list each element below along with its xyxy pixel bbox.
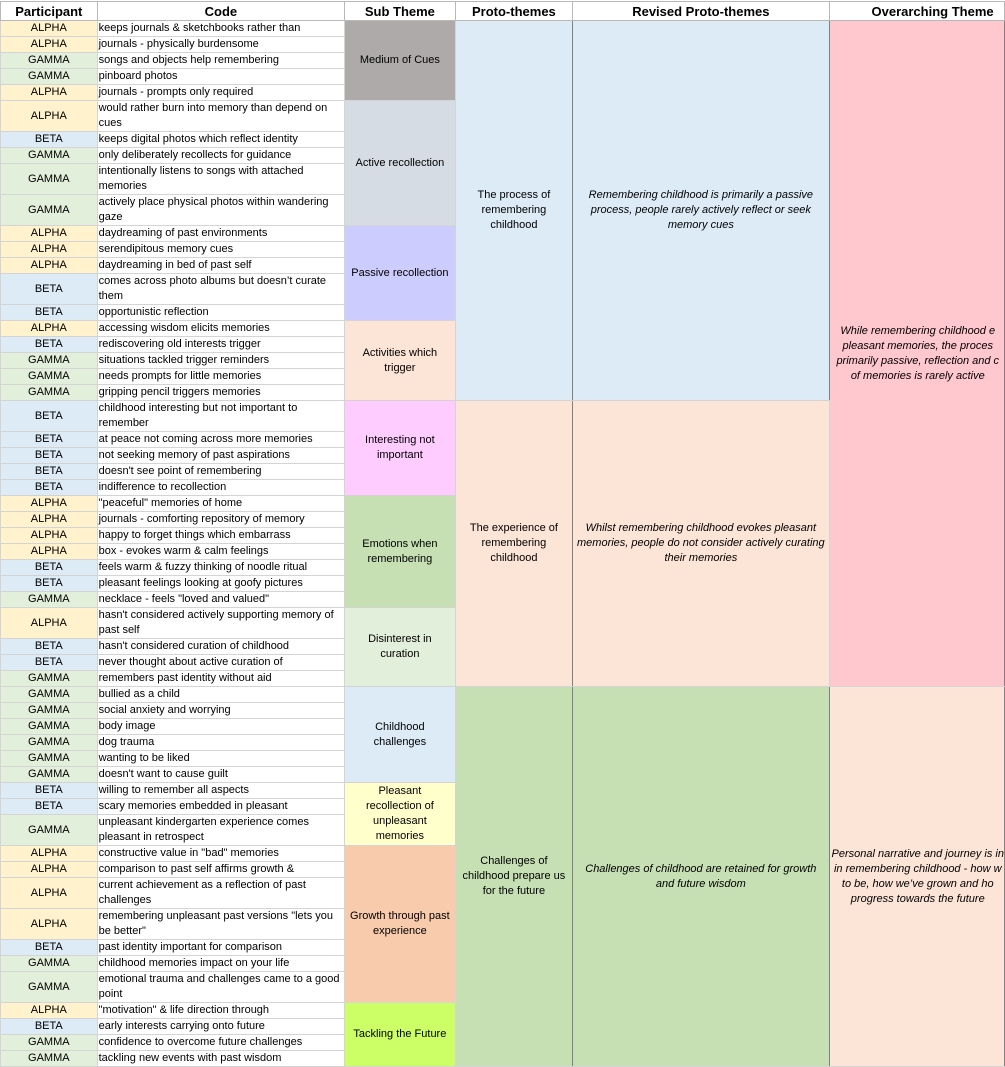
code-cell[interactable]: happy to forget things which embarrass bbox=[97, 528, 345, 544]
proto-theme-cell[interactable]: The process of remembering childhood bbox=[455, 21, 573, 401]
participant-cell[interactable]: BETA bbox=[1, 401, 98, 432]
participant-cell[interactable]: ALPHA bbox=[1, 258, 98, 274]
code-cell[interactable]: serendipitous memory cues bbox=[97, 242, 345, 258]
code-cell[interactable]: bullied as a child bbox=[97, 687, 345, 703]
code-cell[interactable]: remembers past identity without aid bbox=[97, 671, 345, 687]
participant-cell[interactable]: BETA bbox=[1, 799, 98, 815]
sub-theme-cell[interactable]: Childhood challenges bbox=[345, 687, 455, 783]
participant-cell[interactable]: ALPHA bbox=[1, 37, 98, 53]
code-cell[interactable]: childhood memories impact on your life bbox=[97, 956, 345, 972]
participant-cell[interactable]: GAMMA bbox=[1, 353, 98, 369]
code-cell[interactable]: pinboard photos bbox=[97, 69, 345, 85]
participant-cell[interactable]: BETA bbox=[1, 432, 98, 448]
participant-cell[interactable]: BETA bbox=[1, 448, 98, 464]
participant-cell[interactable]: GAMMA bbox=[1, 148, 98, 164]
participant-cell[interactable]: GAMMA bbox=[1, 53, 98, 69]
participant-cell[interactable]: ALPHA bbox=[1, 544, 98, 560]
participant-cell[interactable]: ALPHA bbox=[1, 528, 98, 544]
code-cell[interactable]: "peaceful" memories of home bbox=[97, 496, 345, 512]
code-cell[interactable]: scary memories embedded in pleasant bbox=[97, 799, 345, 815]
participant-cell[interactable]: GAMMA bbox=[1, 1035, 98, 1051]
code-cell[interactable]: songs and objects help remembering bbox=[97, 53, 345, 69]
participant-cell[interactable]: GAMMA bbox=[1, 671, 98, 687]
code-cell[interactable]: never thought about active curation of bbox=[97, 655, 345, 671]
revised-proto-theme-cell[interactable]: Remembering childhood is primarily a passive process, people rarely actively reflect or seek memory cues bbox=[573, 21, 829, 401]
revised-proto-theme-cell[interactable]: Whilst remembering childhood evokes pleasant memories, people do not consider actively curating their memories bbox=[573, 401, 829, 687]
header-participant[interactable]: Participant bbox=[1, 2, 98, 21]
overarching-theme-line: pleasant memories, the proces bbox=[842, 339, 993, 352]
participant-cell[interactable]: ALPHA bbox=[1, 85, 98, 101]
sub-theme-cell[interactable]: Tackling the Future bbox=[345, 1003, 455, 1067]
code-cell[interactable]: daydreaming in bed of past self bbox=[97, 258, 345, 274]
overarching-theme-line: in remembering childhood - how w bbox=[833, 862, 1002, 875]
code-cell[interactable]: journals - comforting repository of memory bbox=[97, 512, 345, 528]
code-cell[interactable]: actively place physical photos within wandering gaze bbox=[97, 195, 345, 226]
participant-cell[interactable]: ALPHA bbox=[1, 862, 98, 878]
code-cell[interactable]: remembering unpleasant past versions "lets you be better" bbox=[97, 909, 345, 940]
participant-cell[interactable]: ALPHA bbox=[1, 21, 98, 37]
header-proto-themes[interactable]: Proto-themes bbox=[455, 2, 573, 21]
header-revised-proto-themes[interactable]: Revised Proto-themes bbox=[573, 2, 829, 21]
code-cell[interactable]: at peace not coming across more memories bbox=[97, 432, 345, 448]
code-cell[interactable]: needs prompts for little memories bbox=[97, 369, 345, 385]
participant-cell[interactable]: BETA bbox=[1, 1019, 98, 1035]
participant-cell[interactable]: GAMMA bbox=[1, 195, 98, 226]
participant-cell[interactable]: BETA bbox=[1, 560, 98, 576]
participant-cell[interactable]: ALPHA bbox=[1, 242, 98, 258]
sub-theme-cell[interactable]: Pleasant recollection of unpleasant memories bbox=[345, 783, 455, 846]
code-cell[interactable]: intentionally listens to songs with attached memories bbox=[97, 164, 345, 195]
code-cell[interactable]: unpleasant kindergarten experience comes pleasant in retrospect bbox=[97, 815, 345, 846]
participant-cell[interactable]: GAMMA bbox=[1, 751, 98, 767]
participant-cell[interactable]: GAMMA bbox=[1, 735, 98, 751]
code-cell[interactable]: not seeking memory of past aspirations bbox=[97, 448, 345, 464]
code-cell[interactable]: wanting to be liked bbox=[97, 751, 345, 767]
code-cell[interactable]: necklace - feels "loved and valued" bbox=[97, 592, 345, 608]
code-cell[interactable]: keeps journals & sketchbooks rather than bbox=[97, 21, 345, 37]
code-cell[interactable]: would rather burn into memory than depend on cues bbox=[97, 101, 345, 132]
code-cell[interactable]: situations tackled trigger reminders bbox=[97, 353, 345, 369]
code-cell[interactable]: gripping pencil triggers memories bbox=[97, 385, 345, 401]
participant-cell[interactable]: ALPHA bbox=[1, 909, 98, 940]
code-cell[interactable]: journals - physically burdensome bbox=[97, 37, 345, 53]
participant-cell[interactable]: ALPHA bbox=[1, 512, 98, 528]
participant-cell[interactable]: ALPHA bbox=[1, 321, 98, 337]
participant-cell[interactable]: GAMMA bbox=[1, 592, 98, 608]
participant-cell[interactable]: GAMMA bbox=[1, 369, 98, 385]
sub-theme-cell[interactable]: Interesting not important bbox=[345, 401, 455, 496]
code-cell[interactable]: indifference to recollection bbox=[97, 480, 345, 496]
overarching-theme-line: of memories is rarely active bbox=[850, 369, 985, 382]
code-cell[interactable]: body image bbox=[97, 719, 345, 735]
code-cell[interactable]: keeps digital photos which reflect identity bbox=[97, 132, 345, 148]
sub-theme-cell[interactable]: Disinterest in curation bbox=[345, 608, 455, 687]
participant-cell[interactable]: BETA bbox=[1, 464, 98, 480]
overarching-theme-line: primarily passive, reflection and c bbox=[836, 354, 1000, 367]
participant-cell[interactable]: GAMMA bbox=[1, 972, 98, 1003]
code-cell[interactable]: tackling new events with past wisdom bbox=[97, 1051, 345, 1067]
participant-cell[interactable]: BETA bbox=[1, 576, 98, 592]
sub-theme-cell[interactable]: Activities which trigger bbox=[345, 321, 455, 401]
participant-cell[interactable]: ALPHA bbox=[1, 101, 98, 132]
code-cell[interactable]: confidence to overcome future challenges bbox=[97, 1035, 345, 1051]
code-cell[interactable]: opportunistic reflection bbox=[97, 305, 345, 321]
code-cell[interactable]: hasn't considered actively supporting memory of past self bbox=[97, 608, 345, 639]
thematic-analysis-table bbox=[0, 1, 1005, 1067]
revised-proto-theme-cell[interactable]: Challenges of childhood are retained for growth and future wisdom bbox=[573, 687, 829, 1067]
participant-cell[interactable]: GAMMA bbox=[1, 703, 98, 719]
participant-cell[interactable]: GAMMA bbox=[1, 767, 98, 783]
overarching-theme-line: to be, how we’ve grown and ho bbox=[841, 877, 994, 890]
participant-cell[interactable]: BETA bbox=[1, 655, 98, 671]
code-cell[interactable]: "motivation" & life direction through bbox=[97, 1003, 345, 1019]
code-cell[interactable]: social anxiety and worrying bbox=[97, 703, 345, 719]
sub-theme-cell[interactable]: Growth through past experience bbox=[345, 846, 455, 1003]
participant-cell[interactable]: GAMMA bbox=[1, 69, 98, 85]
code-cell[interactable]: pleasant feelings looking at goofy pictures bbox=[97, 576, 345, 592]
code-cell[interactable]: daydreaming of past environments bbox=[97, 226, 345, 242]
participant-cell[interactable]: ALPHA bbox=[1, 226, 98, 242]
participant-cell[interactable]: ALPHA bbox=[1, 1003, 98, 1019]
overarching-theme-line: While remembering childhood e bbox=[840, 324, 996, 337]
header-code[interactable]: Code bbox=[97, 2, 345, 21]
code-cell[interactable]: childhood interesting but not important to remember bbox=[97, 401, 345, 432]
sub-theme-cell[interactable]: Medium of Cues bbox=[345, 21, 455, 101]
participant-cell[interactable]: ALPHA bbox=[1, 496, 98, 512]
overarching-theme-line: Personal narrative and journey is in bbox=[831, 847, 1004, 860]
participant-cell[interactable]: BETA bbox=[1, 783, 98, 799]
sub-theme-cell[interactable]: Active recollection bbox=[345, 101, 455, 226]
overarching-theme-cell[interactable] bbox=[829, 21, 1004, 687]
participant-cell[interactable]: GAMMA bbox=[1, 815, 98, 846]
code-cell[interactable]: rediscovering old interests trigger bbox=[97, 337, 345, 353]
participant-cell[interactable]: GAMMA bbox=[1, 164, 98, 195]
table-row bbox=[1, 21, 1005, 37]
participant-cell[interactable]: ALPHA bbox=[1, 846, 98, 862]
participant-cell[interactable]: GAMMA bbox=[1, 956, 98, 972]
participant-cell[interactable]: BETA bbox=[1, 274, 98, 305]
code-cell[interactable]: past identity important for comparison bbox=[97, 940, 345, 956]
code-cell[interactable]: accessing wisdom elicits memories bbox=[97, 321, 345, 337]
participant-cell[interactable]: BETA bbox=[1, 639, 98, 655]
participant-cell[interactable]: GAMMA bbox=[1, 719, 98, 735]
code-cell[interactable]: only deliberately recollects for guidance bbox=[97, 148, 345, 164]
code-cell[interactable]: willing to remember all aspects bbox=[97, 783, 345, 799]
header-row bbox=[1, 2, 1005, 21]
table-row bbox=[1, 687, 1005, 703]
participant-cell[interactable]: BETA bbox=[1, 940, 98, 956]
proto-theme-cell[interactable]: Challenges of childhood prepare us for the future bbox=[455, 687, 573, 1067]
code-cell[interactable]: hasn't considered curation of childhood bbox=[97, 639, 345, 655]
overarching-theme-cell[interactable] bbox=[829, 687, 1004, 1067]
code-cell[interactable]: emotional trauma and challenges came to a good point bbox=[97, 972, 345, 1003]
header-sub-theme[interactable]: Sub Theme bbox=[345, 2, 455, 21]
proto-theme-cell[interactable]: The experience of remembering childhood bbox=[455, 401, 573, 687]
participant-cell[interactable]: GAMMA bbox=[1, 687, 98, 703]
participant-cell[interactable]: ALPHA bbox=[1, 878, 98, 909]
code-cell[interactable]: box - evokes warm & calm feelings bbox=[97, 544, 345, 560]
code-cell[interactable]: comparison to past self affirms growth & bbox=[97, 862, 345, 878]
code-cell[interactable]: doesn't see point of remembering bbox=[97, 464, 345, 480]
sub-theme-cell[interactable]: Passive recollection bbox=[345, 226, 455, 321]
participant-cell[interactable]: BETA bbox=[1, 305, 98, 321]
participant-cell[interactable]: BETA bbox=[1, 132, 98, 148]
participant-cell[interactable]: ALPHA bbox=[1, 608, 98, 639]
header-overarching-theme[interactable]: Overarching Theme bbox=[829, 2, 1004, 21]
participant-cell[interactable]: BETA bbox=[1, 480, 98, 496]
code-cell[interactable]: early interests carrying onto future bbox=[97, 1019, 345, 1035]
participant-cell[interactable]: GAMMA bbox=[1, 1051, 98, 1067]
code-cell[interactable]: doesn't want to cause guilt bbox=[97, 767, 345, 783]
code-cell[interactable]: comes across photo albums but doesn’t curate them bbox=[97, 274, 345, 305]
participant-cell[interactable]: BETA bbox=[1, 337, 98, 353]
code-cell[interactable]: dog trauma bbox=[97, 735, 345, 751]
participant-cell[interactable]: GAMMA bbox=[1, 385, 98, 401]
code-cell[interactable]: journals - prompts only required bbox=[97, 85, 345, 101]
sub-theme-cell[interactable]: Emotions when remembering bbox=[345, 496, 455, 608]
code-cell[interactable]: constructive value in "bad" memories bbox=[97, 846, 345, 862]
code-cell[interactable]: feels warm & fuzzy thinking of noodle ritual bbox=[97, 560, 345, 576]
overarching-theme-line: progress towards the future bbox=[850, 892, 985, 905]
code-cell[interactable]: current achievement as a reflection of past challenges bbox=[97, 878, 345, 909]
